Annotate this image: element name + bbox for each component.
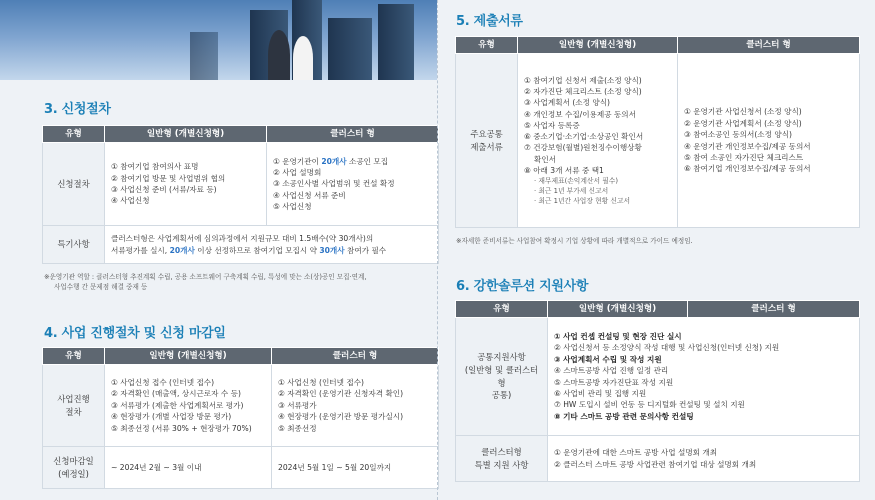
list-item: 확인서 [534,154,557,164]
col-general-header: 일반형 (개별신청형) [548,301,688,318]
list-item: ⑥ 사업비 관리 및 집행 지원 [554,388,647,398]
list-item: ⑤ 최종선정 (서류 30% + 현장평가 70%) [111,423,252,433]
documents-note: ※자세한 준비서류는 사업참여 확정시 기업 상황에 따라 개별적으로 가이드 예정임. [456,237,693,245]
list-item: ② 자격확인 (운영기관 신청자격 확인) [278,389,404,399]
list-item: ① 참여기업 신청서 제출(소정 양식) [524,75,642,85]
list-item: ⑤ 사업신청 [273,202,312,212]
cluster-steps [272,365,439,447]
hero-image [0,0,437,80]
list-item: ⑧ 기타 스마트 공방 관련 문의사항 컨설팅 [554,411,694,421]
list-item: ① 사업 컨셉 컨설팅 및 현장 진단 실시 [554,331,682,341]
list-item: ③ 서류평가 (제출한 사업계획서로 평가) [111,400,244,410]
row-label: 사업진행 절차 [43,365,105,447]
list-item: ② 클러스터 스마트 공방 사업관련 참여기업 대상 설명회 개최 [554,459,757,469]
cluster-support-list [548,436,860,482]
list-item: ⑤ 스마트공방 자가진단표 작성 지원 [554,377,674,387]
list-item: ④ 사업신청 [111,196,150,206]
section5-title: 5. 제출서류 [456,14,523,29]
list-item: ⑤ 최종선정 [278,423,317,433]
list-item: ③ 사업신청 준비 (서류/자료 등) [111,185,217,194]
row-label: 공통지원사항 (일반형 및 클러스터형 공통) [456,318,548,436]
apply-procedure-table [42,125,439,264]
list-item: ② 참여기업 방문 및 사업범위 협의 [111,173,226,183]
list-item: ② 자가진단 체크리스트 (소정 양식) [524,87,642,97]
list-item: ③ 소공인사별 사업범위 및 컨설 확정 [273,179,395,189]
col-general-header: 일반형 (개별신청형) [105,348,272,365]
list-item: ① 참여기업 참여의사 표명 [111,162,199,172]
col-general-header: 일반형 (개별신청형) [518,37,678,54]
list-item: ④ 개인정보 수집/이용제공 동의서 [524,109,636,119]
cluster-deadline: 2024년 5월 1일 ~ 5월 20일까지 [272,447,439,489]
list-item: ⑤ 참여 소공인 자가진단 체크리스트 [684,152,804,162]
col-cluster-header: 클러스터 형 [688,301,860,318]
list-item: ④ 운영기관 개인정보수집/제공 동의서 [684,141,811,151]
section6-title: 6. 강한솔루션 지원사항 [456,279,589,294]
list-item: ① 사업신청 (인터넷 접수) [278,378,364,388]
list-item: ③ 참여소공인 동의서(소정 양식) [684,130,792,140]
common-support-list [548,318,860,436]
cluster-documents [678,54,860,228]
sub-item: · 재무제표(손익계산서 필수) [534,176,619,185]
row-label: 클러스터형 특별 지원 사항 [456,436,548,482]
col-type-header: 유형 [43,126,105,143]
list-item: ④ 스마트공방 사업 진행 일정 관리 [554,366,669,376]
support-table [455,300,860,482]
general-steps [105,143,267,226]
list-item: ② 운영기관 사업계획서 (소정 양식) [684,118,802,128]
list-item: ④ 사업신청 서류 준비 [273,190,346,200]
list-item: ② 사업 설명회 [273,167,322,177]
col-cluster-header: 클러스터 형 [267,126,439,143]
col-cluster-header: 클러스터 형 [678,37,860,54]
column-divider [437,0,438,500]
row-label: 신청절차 [43,143,105,226]
list-item: ⑥ 중소기업·소기업·소상공인 확인서 [524,132,644,142]
list-item: ⑦ HW 도입시 설비 연동 등 디지털화 컨설팅 및 설치 지원 [554,400,745,410]
list-item: ⑤ 사업자 등록증 [524,120,580,130]
list-item: ② 자격확인 (매출액, 상시근로자 수 등) [111,389,241,399]
list-item: ⑥ 참여기업 개인정보수집/제공 동의서 [684,164,811,174]
list-item: ③ 사업계획서 수립 및 작성 지원 [554,354,662,364]
col-type-header: 유형 [43,348,105,365]
section3-title: 3. 신청절차 [44,102,111,117]
sub-item: · 최근 1년간 사업장 현황 신고서 [534,197,631,206]
section4-title: 4. 사업 진행절차 및 신청 마감일 [44,326,226,341]
list-item: ① 운영기관에 대한 스마트 공방 사업 설명회 개최 [554,448,718,458]
list-item: ① 운영기관 사업신청서 (소정 양식) [684,107,802,117]
col-type-header: 유형 [456,37,518,54]
special-notes: 클러스터형은 사업계획서에 심의과정에서 지원규모 대비 1.5배수(약 30개사)의 서류평가를 실시, 20개사 이상 선정하므로 참여기업 모집시 약 30개사 참여가 필수 [105,226,439,264]
progress-procedure-table [42,347,439,489]
list-item: ④ 현장평가 (운영기관 방문 평가실시) [278,412,404,422]
cluster-steps [267,143,439,226]
row-label: 주요공통 제출서류 [456,54,518,228]
col-general-header: 일반형 (개별신청형) [105,126,267,143]
col-cluster-header: 클러스터 형 [272,348,439,365]
list-item: ⑦ 건강보험(월별)원천징수이행상황 [524,143,642,153]
list-item: ③ 서류평가 [278,400,317,410]
list-item: ② 사업신청서 등 소정양식 작성 대행 및 사업신청(인터넷 신청) 지원 [554,343,780,353]
col-type-header: 유형 [456,301,548,318]
operator-role-note: ※운영기관 역할 : 클러스터형 추진계획 수립, 공용 소프트웨어 구축계획 수립, 특성에 맞는 소(상)공인 모집·연계, 사업수행 간 문제점 해결 중재 등 [44,273,367,291]
list-item: ⑧ 아래 3개 서류 중 택1 [524,165,604,175]
list-item: ① 사업신청 접수 (인터넷 접수) [111,378,215,388]
documents-table [455,36,860,228]
row-label: 특기사항 [43,226,105,264]
list-item: ① 운영기관이 20개사 소공인 모집 [273,156,389,166]
row-label: 신청마감일 (예정일) [43,447,105,489]
sub-item: · 최근 1년 부가세 신고서 [534,187,609,196]
general-deadline: ~ 2024년 2월 ~ 3월 이내 [105,447,272,489]
list-item: ④ 현장평가 (개별 사업장 방문 평가) [111,412,232,422]
list-item: ③ 사업계획서 (소정 양식) [524,98,610,108]
general-documents [518,54,678,228]
general-steps [105,365,272,447]
